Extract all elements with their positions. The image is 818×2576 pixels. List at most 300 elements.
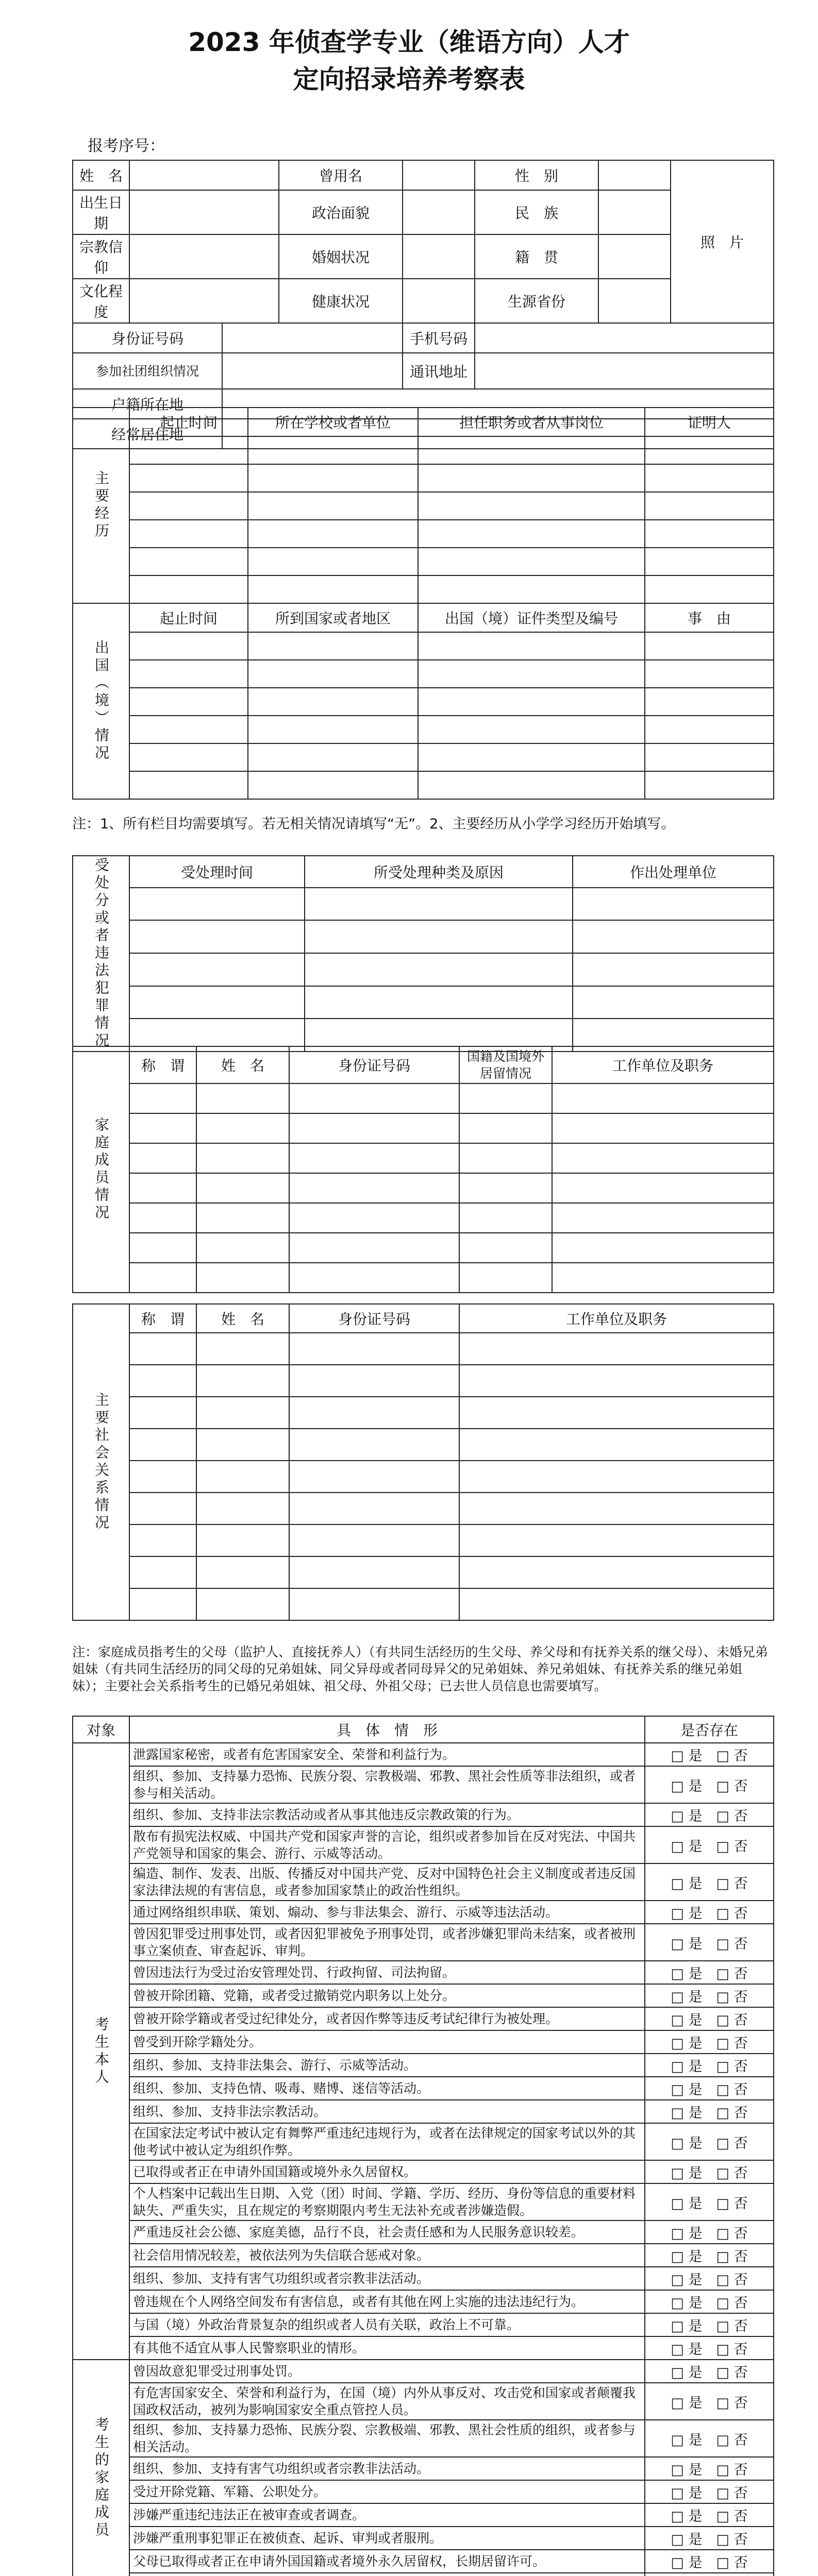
no-option[interactable]: □ 否 (716, 2432, 748, 2448)
yes-no-checkbox[interactable] (645, 1766, 774, 1803)
spacer (703, 2136, 716, 2151)
phone-field[interactable] (475, 323, 774, 353)
check-item-text: 组织、参加、支持非法宗教活动或者从事其他违反宗教政策的行为。 (129, 1803, 645, 1826)
no-option[interactable]: □ 否 (716, 1989, 748, 2005)
social-cell[interactable] (459, 1588, 774, 1620)
family-cell[interactable] (129, 1173, 196, 1203)
yes-option[interactable]: □ 是 (671, 2105, 703, 2121)
no-option[interactable]: □ 否 (716, 1966, 748, 1982)
no-option[interactable]: □ 否 (716, 1906, 748, 1922)
yes-option[interactable]: □ 是 (671, 2226, 703, 2242)
social-cell[interactable] (459, 1429, 774, 1461)
check-item-text: 曾受到开除学籍处分。 (129, 2030, 645, 2054)
spacer (703, 2318, 716, 2334)
social-cell[interactable] (196, 1461, 289, 1493)
yes-no-checkbox[interactable] (645, 2221, 774, 2244)
address-field[interactable] (475, 353, 774, 389)
resume-cell[interactable] (645, 436, 774, 464)
family-cell[interactable] (552, 1113, 774, 1143)
no-option[interactable]: □ 否 (716, 2295, 748, 2311)
yes-no-checkbox[interactable] (645, 2183, 774, 2221)
punish-cell[interactable] (305, 953, 573, 986)
politics-field[interactable] (403, 190, 475, 234)
no-option[interactable]: □ 否 (716, 2135, 748, 2151)
social-cell[interactable] (196, 1556, 289, 1588)
yes-option[interactable]: □ 是 (671, 1875, 703, 1892)
family-cell[interactable] (129, 1203, 196, 1233)
social-cell[interactable] (196, 1493, 289, 1524)
no-option[interactable]: □ 否 (716, 2036, 748, 2052)
yes-option[interactable]: □ 是 (671, 2295, 703, 2311)
resume-cell[interactable] (645, 464, 774, 492)
spacer (703, 1778, 716, 1794)
ethnicity-field[interactable] (598, 190, 671, 234)
abroad-cell[interactable] (645, 660, 774, 688)
note-1: 注：1、所有栏目均需要填写。若无相关情况请填写“无”。2、主要经历从小学学习经历开始填写。 (72, 816, 675, 832)
no-option[interactable]: □ 否 (716, 2509, 748, 2524)
yes-option[interactable]: □ 是 (671, 1936, 703, 1952)
yes-no-checkbox[interactable] (645, 2550, 774, 2573)
check-item-text: 组织、参加、支持有害气功组织或者宗教非法活动。 (129, 2267, 645, 2290)
yes-option[interactable]: □ 是 (671, 2462, 703, 2478)
yes-no-checkbox[interactable] (645, 2420, 774, 2457)
no-option[interactable]: □ 否 (716, 2272, 748, 2288)
resume-cell[interactable] (418, 436, 645, 464)
abroad-cell[interactable] (645, 743, 774, 771)
native-label: 籍 贯 (475, 234, 598, 279)
politics-label: 政治面貌 (279, 190, 403, 234)
gender-label: 性 别 (475, 160, 598, 190)
family-cell[interactable] (552, 1083, 774, 1113)
abroad-cell[interactable] (645, 771, 774, 799)
social-cell[interactable] (129, 1429, 196, 1461)
punish-cell[interactable] (573, 953, 774, 986)
yes-no-checkbox[interactable] (645, 2336, 774, 2360)
punish-cell[interactable] (573, 888, 774, 921)
family-header-name: 姓 名 (196, 1046, 289, 1083)
yes-no-checkbox[interactable] (645, 2160, 774, 2183)
no-option[interactable]: □ 否 (716, 1936, 748, 1952)
education-field[interactable] (129, 279, 279, 323)
yes-no-checkbox[interactable] (645, 1743, 774, 1766)
no-option[interactable]: □ 否 (716, 2532, 748, 2548)
resume-cell[interactable] (645, 492, 774, 520)
family-cell[interactable] (289, 1233, 459, 1263)
abroad-cell[interactable] (418, 743, 645, 771)
social-cell[interactable] (289, 1524, 459, 1556)
family-cell[interactable] (196, 1143, 289, 1173)
abroad-cell[interactable] (129, 660, 248, 688)
spacer (703, 2395, 716, 2411)
social-cell[interactable] (129, 1588, 196, 1620)
resume-cell[interactable] (248, 436, 418, 464)
check-item-text: 曾被开除学籍或者受过纪律处分，或者因作弊等违反考试纪律行为被处理。 (129, 2007, 645, 2030)
check-item-text: 曾因故意犯罪受过刑事处罚。 (129, 2360, 645, 2383)
social-cell[interactable] (289, 1429, 459, 1461)
yes-no-checkbox[interactable] (645, 2360, 774, 2383)
family-label: 家庭成员情况 (73, 1046, 129, 1293)
family-table (72, 1046, 774, 1293)
yes-option[interactable]: □ 是 (671, 2395, 703, 2411)
spacer (703, 1966, 716, 1982)
resume-cell[interactable] (645, 575, 774, 603)
family-cell[interactable] (289, 1143, 459, 1173)
family-cell[interactable] (459, 1113, 552, 1143)
check-item-text: 组织、参加、支持有害气功组织或者宗教非法活动。 (129, 2457, 645, 2480)
yes-no-checkbox[interactable] (645, 2054, 774, 2077)
health-field[interactable] (403, 279, 475, 323)
resume-cell[interactable] (129, 464, 248, 492)
social-cell[interactable] (459, 1397, 774, 1429)
punish-cell[interactable] (573, 986, 774, 1019)
name-field[interactable] (129, 160, 279, 190)
family-cell[interactable] (459, 1083, 552, 1113)
no-option[interactable]: □ 否 (716, 2342, 748, 2358)
social-cell[interactable] (459, 1365, 774, 1397)
check-header-exist: 是否存在 (645, 1716, 774, 1743)
family-cell[interactable] (552, 1203, 774, 1233)
no-option[interactable]: □ 否 (716, 2249, 748, 2265)
resume-cell[interactable] (418, 575, 645, 603)
yes-no-checkbox[interactable] (645, 2573, 774, 2576)
social-cell[interactable] (459, 1333, 774, 1365)
family-cell[interactable] (459, 1233, 552, 1263)
social-header-id: 身份证号码 (289, 1304, 459, 1333)
yes-option[interactable]: □ 是 (671, 2249, 703, 2265)
yes-no-checkbox[interactable] (645, 2480, 774, 2503)
punish-cell[interactable] (129, 986, 305, 1019)
abroad-cell[interactable] (129, 771, 248, 799)
family-header-work: 工作单位及职务 (552, 1046, 774, 1083)
yes-option[interactable]: □ 是 (671, 1778, 703, 1794)
resume-header-witness: 证明人 (645, 408, 774, 436)
yes-option[interactable]: □ 是 (671, 2365, 703, 2381)
check-item-text: 个人档案中记载出生日期、入党（团）时间、学籍、学历、经历、身份等信息的重要材料缺失、严重失实，且在规定的考察期限内考生无法补充或者涉嫌造假。 (129, 2183, 645, 2221)
check-item-text: 父母已取得或者正在申请外国国籍或者境外永久居留权，长期居留许可。 (129, 2550, 645, 2573)
family-cell[interactable] (196, 1233, 289, 1263)
family-cell[interactable] (129, 1233, 196, 1263)
no-option[interactable]: □ 否 (716, 2318, 748, 2334)
no-option[interactable]: □ 否 (716, 2555, 748, 2571)
family-cell[interactable] (289, 1263, 459, 1293)
no-option[interactable]: □ 否 (716, 2195, 748, 2212)
family-header-nationality: 国籍及国境外居留情况 (459, 1046, 552, 1083)
spacer (703, 2295, 716, 2311)
punish-header-type: 所受处理种类及原因 (305, 856, 573, 888)
social-cell[interactable] (459, 1556, 774, 1588)
punish-cell[interactable] (305, 986, 573, 1019)
check-item-text: 散布有损宪法权威、中国共产党和国家声誉的言论，组织或者参加旨在反对宪法、中国共产党领导和国家的集会、游行、示威等活动。 (129, 1826, 645, 1863)
yes-no-checkbox[interactable] (645, 2313, 774, 2336)
yes-no-checkbox[interactable] (645, 1901, 774, 1924)
id-field[interactable] (222, 323, 403, 353)
spacer (703, 2036, 716, 2052)
yes-no-checkbox[interactable] (645, 2030, 774, 2054)
marriage-field[interactable] (403, 234, 475, 279)
yes-option[interactable]: □ 是 (671, 2509, 703, 2524)
social-cell[interactable] (289, 1397, 459, 1429)
family-cell[interactable] (196, 1203, 289, 1233)
resume-cell[interactable] (418, 464, 645, 492)
family-cell[interactable] (196, 1083, 289, 1113)
yes-no-checkbox[interactable] (645, 2527, 774, 2550)
no-option[interactable]: □ 否 (716, 1838, 748, 1855)
punish-label: 受处分或者违法犯罪情况 (73, 856, 129, 1052)
abroad-cell[interactable] (645, 688, 774, 716)
punish-cell[interactable] (305, 920, 573, 953)
no-option[interactable]: □ 否 (716, 2395, 748, 2411)
resume-cell[interactable] (645, 548, 774, 575)
native-field[interactable] (598, 234, 671, 279)
resume-cell[interactable] (248, 520, 418, 548)
yes-no-checkbox[interactable] (645, 2007, 774, 2030)
social-cell[interactable] (289, 1493, 459, 1524)
no-option[interactable]: □ 否 (716, 1778, 748, 1794)
yes-option[interactable]: □ 是 (671, 2082, 703, 2098)
abroad-cell[interactable] (418, 716, 645, 743)
social-cell[interactable] (129, 1556, 196, 1588)
yes-no-checkbox[interactable] (645, 1863, 774, 1901)
yes-no-checkbox[interactable] (645, 2077, 774, 2100)
yes-option[interactable]: □ 是 (671, 2272, 703, 2288)
gender-field[interactable] (598, 160, 671, 190)
social-cell[interactable] (289, 1588, 459, 1620)
check-group-label: 考生本人 (73, 1743, 129, 2360)
yes-option[interactable]: □ 是 (671, 2135, 703, 2151)
marriage-label: 婚姻状况 (279, 234, 403, 279)
yes-option[interactable]: □ 是 (671, 1748, 703, 1764)
abroad-header-passport: 出国（境）证件类型及编号 (418, 603, 645, 632)
resume-label: 主要经历 (73, 408, 129, 603)
yes-option[interactable]: □ 是 (671, 2555, 703, 2571)
yes-no-checkbox[interactable] (645, 1961, 774, 1984)
yes-option[interactable]: □ 是 (671, 2318, 703, 2334)
punish-cell[interactable] (129, 888, 305, 921)
resume-cell[interactable] (248, 492, 418, 520)
yes-no-checkbox[interactable] (645, 1826, 774, 1863)
yes-no-checkbox[interactable] (645, 1803, 774, 1826)
yes-option[interactable]: □ 是 (671, 2532, 703, 2548)
spacer (703, 1748, 716, 1764)
social-cell[interactable] (459, 1524, 774, 1556)
social-cell[interactable] (196, 1524, 289, 1556)
spacer (703, 2249, 716, 2265)
resume-cell[interactable] (418, 520, 645, 548)
punish-table (72, 855, 774, 1052)
family-cell[interactable] (552, 1233, 774, 1263)
social-cell[interactable] (196, 1588, 289, 1620)
family-cell[interactable] (289, 1113, 459, 1143)
check-item-text: 社会信用情况较差，被依法列为失信联合惩戒对象。 (129, 2244, 645, 2267)
family-cell[interactable] (196, 1263, 289, 1293)
no-option[interactable]: □ 否 (716, 1808, 748, 1824)
abroad-cell[interactable] (129, 743, 248, 771)
family-cell[interactable] (459, 1143, 552, 1173)
yes-no-checkbox[interactable] (645, 1984, 774, 2007)
check-item-text: 有其他不适宜从事人民警察职业的情形。 (129, 2336, 645, 2360)
no-option[interactable]: □ 否 (716, 2226, 748, 2242)
no-option[interactable]: □ 否 (716, 2105, 748, 2121)
abroad-cell[interactable] (129, 716, 248, 743)
no-option[interactable]: □ 否 (716, 2059, 748, 2075)
punish-cell[interactable] (129, 920, 305, 953)
no-option[interactable]: □ 否 (716, 2485, 748, 2501)
yes-no-checkbox[interactable] (645, 2100, 774, 2123)
social-cell[interactable] (196, 1397, 289, 1429)
yes-option[interactable]: □ 是 (671, 1906, 703, 1922)
resume-cell[interactable] (418, 548, 645, 575)
family-cell[interactable] (129, 1263, 196, 1293)
resume-header-school: 所在学校或者单位 (248, 408, 418, 436)
social-cell[interactable] (129, 1333, 196, 1365)
yes-option[interactable]: □ 是 (671, 2036, 703, 2052)
spacer (703, 1936, 716, 1952)
resume-cell[interactable] (129, 575, 248, 603)
family-cell[interactable] (129, 1143, 196, 1173)
former-name-label: 曾用名 (279, 160, 403, 190)
resume-cell[interactable] (248, 575, 418, 603)
page-title-line2: 定向招录培养考察表 (293, 64, 525, 94)
yes-no-checkbox[interactable] (645, 2503, 774, 2527)
resume-cell[interactable] (129, 520, 248, 548)
check-item-text: 已取得或者正在申请外国国籍或境外永久居留权。 (129, 2160, 645, 2183)
id-label: 身份证号码 (73, 323, 222, 353)
yes-option[interactable]: □ 是 (671, 1966, 703, 1982)
check-header-object: 对象 (73, 1716, 129, 1743)
resume-cell[interactable] (645, 520, 774, 548)
abroad-cell[interactable] (248, 688, 418, 716)
yes-option[interactable]: □ 是 (671, 2432, 703, 2448)
check-item-text: 组织、参加、支持暴力恐怖、民族分裂、宗教极端、邪教、黑社会性质等非法组织，或者参与相关活动。 (129, 1766, 645, 1803)
abroad-cell[interactable] (418, 632, 645, 660)
punish-cell[interactable] (305, 888, 573, 921)
social-cell[interactable] (459, 1493, 774, 1524)
photo-box[interactable]: 照 片 (671, 160, 774, 323)
abroad-cell[interactable] (418, 688, 645, 716)
social-cell[interactable] (289, 1365, 459, 1397)
yes-option[interactable]: □ 是 (671, 1808, 703, 1824)
family-cell[interactable] (552, 1263, 774, 1293)
resume-cell[interactable] (129, 548, 248, 575)
abroad-cell[interactable] (645, 632, 774, 660)
no-option[interactable]: □ 否 (716, 1875, 748, 1892)
former-name-field[interactable] (403, 160, 475, 190)
abroad-cell[interactable] (248, 771, 418, 799)
birth-field[interactable] (129, 190, 279, 234)
family-cell[interactable] (289, 1083, 459, 1113)
punish-cell[interactable] (129, 953, 305, 986)
yes-option[interactable]: □ 是 (671, 2195, 703, 2212)
abroad-cell[interactable] (418, 771, 645, 799)
no-option[interactable]: □ 否 (716, 2365, 748, 2381)
resume-cell[interactable] (129, 436, 248, 464)
yes-no-checkbox[interactable] (645, 2457, 774, 2480)
yes-no-checkbox[interactable] (645, 2244, 774, 2267)
abroad-cell[interactable] (248, 632, 418, 660)
yes-option[interactable]: □ 是 (671, 2165, 703, 2181)
abroad-cell[interactable] (129, 688, 248, 716)
social-cell[interactable] (129, 1365, 196, 1397)
check-item-text: 在国家法定考试中被认定有舞弊严重违纪违规行为，或者在法律规定的国家考试以外的其他考试中被认定为组织作弊。 (129, 2123, 645, 2160)
family-cell[interactable] (129, 1083, 196, 1113)
abroad-cell[interactable] (129, 632, 248, 660)
family-cell[interactable] (289, 1173, 459, 1203)
family-cell[interactable] (459, 1263, 552, 1293)
religion-field[interactable] (129, 234, 279, 279)
abroad-cell[interactable] (418, 660, 645, 688)
social-cell[interactable] (129, 1397, 196, 1429)
check-item-text: 严重违反社会公德、家庭美德，品行不良，社会责任感和为人民服务意识较差。 (129, 2221, 645, 2244)
no-option[interactable]: □ 否 (716, 1748, 748, 1764)
serial-label: 报考序号： (88, 137, 165, 155)
punish-cell[interactable] (573, 920, 774, 953)
no-option[interactable]: □ 否 (716, 2462, 748, 2478)
basic-info-table (72, 160, 774, 449)
social-cell[interactable] (129, 1461, 196, 1493)
yes-no-checkbox[interactable] (645, 2383, 774, 2420)
resume-cell[interactable] (248, 464, 418, 492)
family-cell[interactable] (196, 1113, 289, 1143)
abroad-header-reason: 事 由 (645, 603, 774, 632)
yes-option[interactable]: □ 是 (671, 2059, 703, 2075)
yes-option[interactable]: □ 是 (671, 2485, 703, 2501)
family-cell[interactable] (552, 1173, 774, 1203)
yes-option[interactable]: □ 是 (671, 2012, 703, 2028)
abroad-cell[interactable] (248, 660, 418, 688)
family-cell[interactable] (552, 1143, 774, 1173)
family-header-title: 称 谓 (129, 1046, 196, 1083)
note-2: 注：家庭成员指考生的父母（监护人、直接抚养人）（有共同生活经历的生父母、养父母和有抚养关系的继父母）、未婚兄弟姐妹（有共同生活经历的同父母的兄弟姐妹、同父异母或者同母异父的兄弟姐妹、养兄弟姐妹、有抚养关系的继兄弟姐妹）；主要社会关系指考生的已婚兄弟姐妹、祖父母、外祖父母；已去世人员信息也需要填写。 (72, 1645, 769, 1693)
no-option[interactable]: □ 否 (716, 2082, 748, 2098)
abroad-cell[interactable] (248, 716, 418, 743)
no-option[interactable]: □ 否 (716, 2012, 748, 2028)
social-header-work: 工作单位及职务 (459, 1304, 774, 1333)
spacer (703, 2342, 716, 2358)
family-cell[interactable] (459, 1173, 552, 1203)
social-cell[interactable] (289, 1461, 459, 1493)
family-cell[interactable] (129, 1113, 196, 1143)
yes-option[interactable]: □ 是 (671, 2342, 703, 2358)
social-cell[interactable] (289, 1333, 459, 1365)
family-cell[interactable] (196, 1173, 289, 1203)
yes-no-checkbox[interactable] (645, 1924, 774, 1961)
yes-option[interactable]: □ 是 (671, 1989, 703, 2005)
origin-field[interactable] (598, 279, 671, 323)
yes-no-checkbox[interactable] (645, 2267, 774, 2290)
yes-option[interactable]: □ 是 (671, 1838, 703, 1855)
page-title-line1: 2023 年侦查学专业（维语方向）人才 (188, 27, 630, 57)
spacer (703, 2059, 716, 2075)
social-cell[interactable] (289, 1556, 459, 1588)
social-cell[interactable] (459, 1461, 774, 1493)
org-field[interactable] (222, 353, 403, 389)
family-cell[interactable] (459, 1203, 552, 1233)
abroad-cell[interactable] (248, 743, 418, 771)
resume-cell[interactable] (248, 548, 418, 575)
social-cell[interactable] (196, 1333, 289, 1365)
social-cell[interactable] (196, 1365, 289, 1397)
social-cell[interactable] (196, 1429, 289, 1461)
resume-cell[interactable] (418, 492, 645, 520)
family-cell[interactable] (289, 1203, 459, 1233)
no-option[interactable]: □ 否 (716, 2165, 748, 2181)
abroad-cell[interactable] (645, 716, 774, 743)
yes-no-checkbox[interactable] (645, 2123, 774, 2160)
social-cell[interactable] (129, 1493, 196, 1524)
social-cell[interactable] (129, 1524, 196, 1556)
yes-no-checkbox[interactable] (645, 2290, 774, 2313)
resume-cell[interactable] (129, 492, 248, 520)
